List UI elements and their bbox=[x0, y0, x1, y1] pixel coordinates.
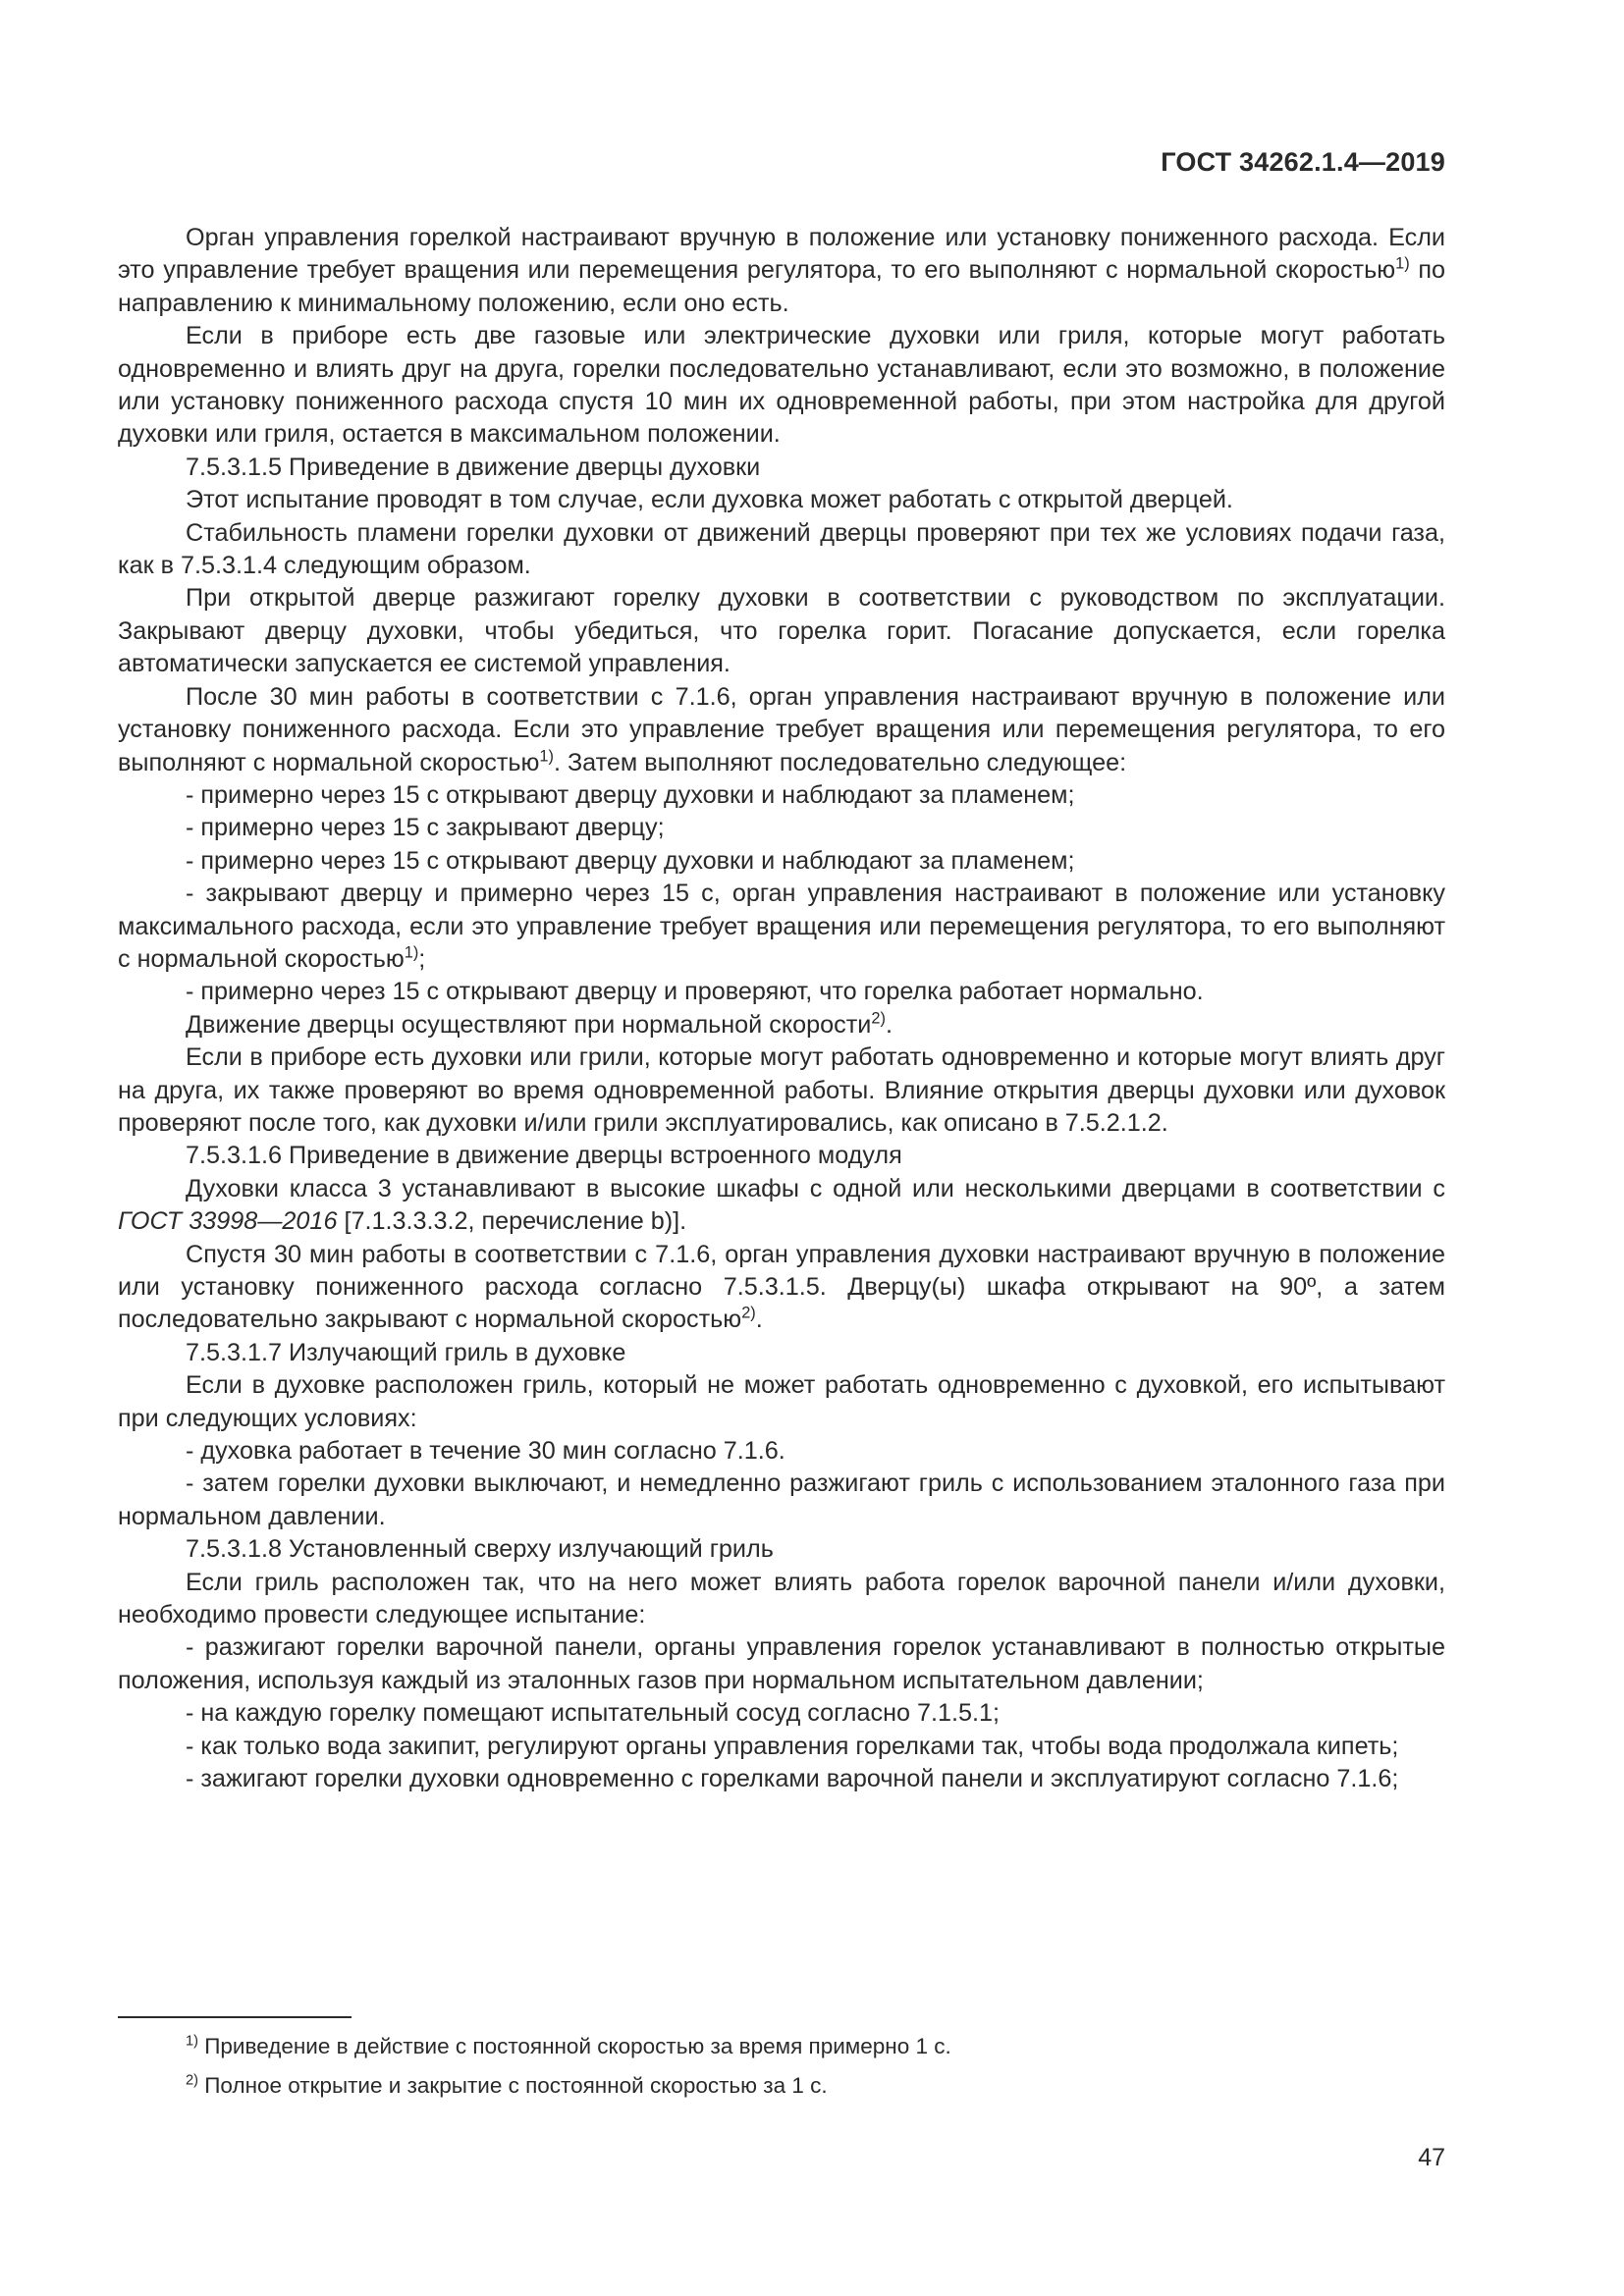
paragraph-text: 7.5.3.1.7 Излучающий гриль в духовке bbox=[186, 1338, 626, 1366]
footnote-ref: 1) bbox=[404, 943, 419, 962]
body-text bbox=[118, 222, 1445, 1796]
body-paragraph bbox=[118, 1173, 1445, 1239]
paragraph-text: После 30 мин работы в соответствии с 7.1.6, орган управления настраивают вручную в положение или установку пониженного расхода. Если это управление требует вращения или перемещения регулятора, то его выполняют с нормальной скоростью bbox=[118, 682, 1445, 776]
body-paragraph bbox=[118, 1631, 1445, 1697]
paragraph-text: - затем горелки духовки выключают, и немедленно разжигают гриль с использованием эталонного газа при нормальном давлении. bbox=[118, 1469, 1445, 1530]
paragraph-text: Орган управления горелкой настраивают вручную в положение или установку пониженного расхода. Если это управление требует вращения или перемещения регулятора, то его выполняют с нормальной скоростью bbox=[118, 224, 1445, 285]
paragraph-text: - примерно через 15 с открывают дверцу духовки и наблюдают за пламенем; bbox=[186, 846, 1075, 875]
paragraph-text-tail: [7.1.3.3.3.2, перечисление b)]. bbox=[337, 1207, 687, 1236]
footnote-mark: 2) bbox=[186, 2072, 198, 2089]
paragraph-text: 7.5.3.1.8 Установленный сверху излучающий гриль bbox=[186, 1535, 774, 1564]
paragraph-text: Движение дверцы осуществляют при нормальной скорости bbox=[186, 1010, 872, 1039]
paragraph-text: - разжигают горелки варочной панели, органы управления горелок устанавливают в полностью открытые положения, используя каждый из эталонных газов при нормальном испытательном давлении; bbox=[118, 1633, 1445, 1694]
paragraph-text: - примерно через 15 с открывают дверцу духовки и наблюдают за пламенем; bbox=[186, 780, 1075, 809]
paragraph-text: Стабильность пламени горелки духовки от движений дверцы проверяют при тех же условиях подачи газа, как в 7.5.3.1.4 следующим образом. bbox=[118, 518, 1445, 580]
body-paragraph bbox=[118, 1337, 1445, 1369]
body-paragraph bbox=[118, 1140, 1445, 1172]
body-paragraph bbox=[118, 812, 1445, 844]
body-paragraph bbox=[118, 1533, 1445, 1566]
document-code-header: ГОСТ 34262.1.4—2019 bbox=[1161, 147, 1445, 177]
paragraph-text: Если гриль расположен так, что на него может влиять работа горелок варочной панели и/или духовки, необходимо провести следующее испытание: bbox=[118, 1568, 1445, 1629]
paragraph-text: - примерно через 15 с закрывают дверцу; bbox=[186, 814, 665, 842]
body-paragraph bbox=[118, 1697, 1445, 1730]
footnote-ref: 1) bbox=[539, 747, 554, 766]
footnote-ref: 1) bbox=[1395, 255, 1410, 274]
paragraph-text-tail: . bbox=[755, 1306, 763, 1334]
body-paragraph bbox=[118, 681, 1445, 779]
body-paragraph bbox=[118, 1009, 1445, 1041]
footnote-ref: 2) bbox=[741, 1305, 756, 1323]
paragraph-text-tail: по направлению к минимальному положению, если оно есть. bbox=[118, 256, 1445, 317]
paragraph-text: - закрывают дверцу и примерно через 15 с, орган управления настраивают в положение или установку максимального расхода, если это управление требует вращения или перемещения регулятора, то его выполняют с нормальной скоростью bbox=[118, 880, 1445, 973]
body-paragraph bbox=[118, 878, 1445, 976]
paragraph-text: Если в приборе есть духовки или грили, которые могут работать одновременно и которые могут влиять друг на друга, их также проверяют во время одновременной работы. Влияние открытия дверцы духовки или духовок проверяют после того, как духовки и/или грили эксплуатировались, как описано в 7.5.2.1.2. bbox=[118, 1043, 1445, 1137]
body-paragraph bbox=[118, 1435, 1445, 1468]
body-paragraph bbox=[118, 1239, 1445, 1337]
paragraph-text: - как только вода закипит, регулируют органы управления горелками так, чтобы вода продолжала кипеть; bbox=[186, 1732, 1399, 1760]
body-paragraph bbox=[118, 1731, 1445, 1763]
footnotes bbox=[186, 2032, 1445, 2110]
body-paragraph bbox=[118, 484, 1445, 516]
paragraph-text-tail: . Затем выполняют последовательно следующее: bbox=[553, 748, 1127, 776]
body-paragraph bbox=[118, 1567, 1445, 1632]
paragraph-text: Если в приборе есть две газовые или электрические духовки или гриля, которые могут работать одновременно и влиять друг на друга, горелки последовательно устанавливают, если это возможно, в положение или установку пониженного расхода спустя 10 мин их одновременной работы, при этом настройка для другой духовки или гриля, остается в максимальном положении. bbox=[118, 322, 1445, 449]
body-paragraph bbox=[118, 517, 1445, 583]
paragraph-text: Этот испытание проводят в том случае, если духовка может работать с открытой дверцей. bbox=[186, 486, 1233, 514]
footnote-text: Полное открытие и закрытие с постоянной скоростью за 1 с. bbox=[198, 2073, 828, 2098]
footnote-separator bbox=[118, 2016, 352, 2018]
paragraph-text: - на каждую горелку помещают испытательный сосуд согласно 7.1.5.1; bbox=[186, 1699, 1001, 1728]
body-paragraph bbox=[118, 582, 1445, 680]
footnote-ref: 2) bbox=[871, 1009, 886, 1028]
body-paragraph bbox=[118, 1468, 1445, 1533]
paragraph-text: 7.5.3.1.5 Приведение в движение дверцы духовки bbox=[186, 453, 761, 481]
footnote bbox=[186, 2032, 1445, 2061]
page-number: 47 bbox=[1418, 2144, 1445, 2171]
standard-reference: ГОСТ 33998—2016 bbox=[118, 1207, 338, 1236]
paragraph-text-tail: . bbox=[885, 1010, 893, 1039]
body-paragraph bbox=[118, 320, 1445, 452]
body-paragraph bbox=[118, 1763, 1445, 1795]
body-paragraph bbox=[118, 976, 1445, 1008]
footnote-mark: 1) bbox=[186, 2033, 198, 2050]
paragraph-text-tail: ; bbox=[418, 944, 426, 973]
footnote-text: Приведение в действие с постоянной скоростью за время примерно 1 с. bbox=[198, 2034, 951, 2058]
paragraph-text: Духовки класса 3 устанавливают в высокие шкафы с одной или несколькими дверцами в соответствии с bbox=[186, 1174, 1445, 1202]
body-paragraph bbox=[118, 1041, 1445, 1140]
body-paragraph bbox=[118, 1369, 1445, 1435]
paragraph-text: Если в духовке расположен гриль, который не может работать одновременно с духовкой, его испытывают при следующих условиях: bbox=[118, 1371, 1445, 1432]
body-paragraph bbox=[118, 452, 1445, 484]
paragraph-text: - примерно через 15 с открывают дверцу и проверяют, что горелка работает нормально. bbox=[186, 978, 1204, 1006]
paragraph-text: - духовка работает в течение 30 мин согласно 7.1.6. bbox=[186, 1437, 785, 1466]
paragraph-text: - зажигают горелки духовки одновременно с горелками варочной панели и эксплуатируют согласно 7.1.6; bbox=[186, 1765, 1399, 1793]
footnote bbox=[186, 2071, 1445, 2101]
body-paragraph bbox=[118, 845, 1445, 878]
body-paragraph bbox=[118, 779, 1445, 812]
body-paragraph bbox=[118, 222, 1445, 320]
paragraph-text: Спустя 30 мин работы в соответствии с 7.1.6, орган управления духовки настраивают вручную в положение или установку пониженного расхода согласно 7.5.3.1.5. Дверцу(ы) шкафа открывают на 90º, а затем последовательно закрывают с нормальной скоростью bbox=[118, 1240, 1445, 1334]
paragraph-text: 7.5.3.1.6 Приведение в движение дверцы встроенного модуля bbox=[186, 1142, 902, 1170]
paragraph-text: При открытой дверце разжигают горелку духовки в соответствии с руководством по эксплуатации. Закрывают дверцу духовки, чтобы убедиться, что горелка горит. Погасание допускается, если горелка автоматически запускается ее системой управления. bbox=[118, 584, 1445, 678]
